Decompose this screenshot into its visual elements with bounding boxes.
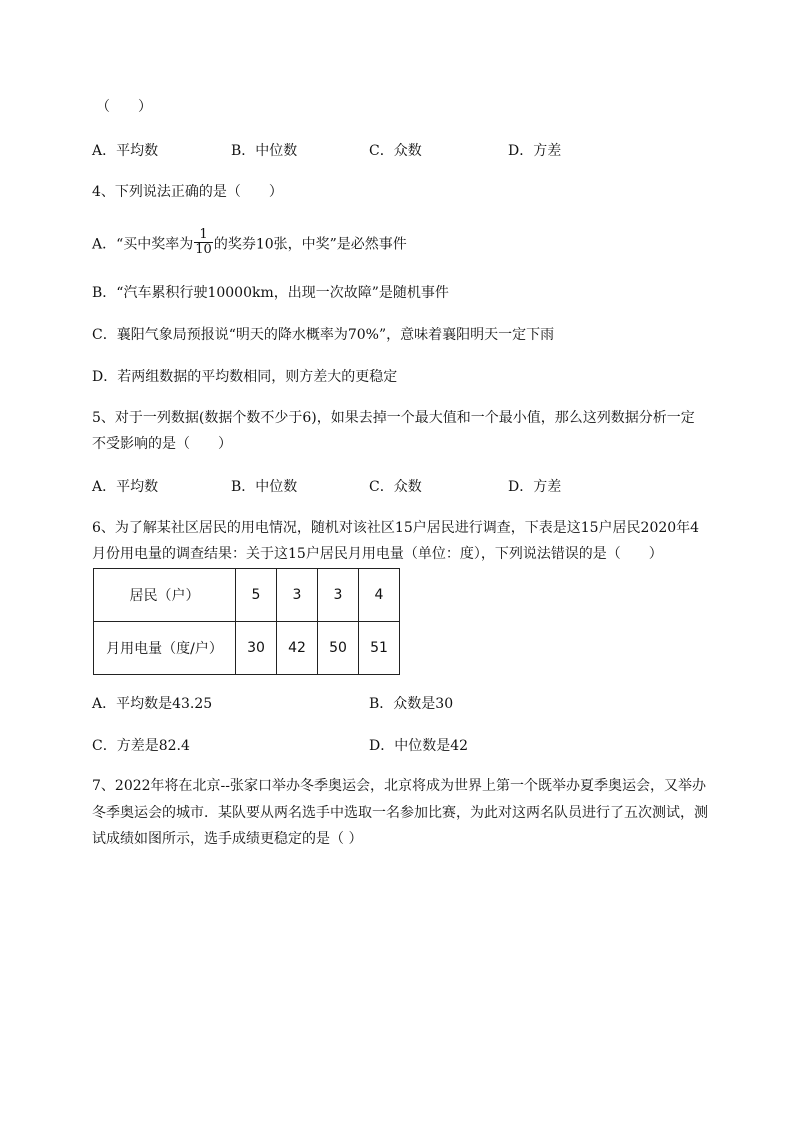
q6-stem-line2: 月份用电量的调查结果：关于这15户居民月用电量（单位：度），下列说法错误的是（ ） — [92, 546, 663, 562]
q3-option-a: A．平均数 — [92, 143, 159, 159]
q4-option-b: B．“汽车累积行驶10000km，出现一次故障”是随机事件 — [92, 285, 449, 301]
q5-option-c: C．众数 — [369, 479, 422, 495]
table-cell: 4 — [359, 569, 400, 622]
q7-stem-line2: 冬季奥运会的城市．某队要从两名选手中选取一名参加比赛，为此对这两名队员进行了五次测试，测 — [92, 805, 708, 821]
table-row-header: 居民（户） — [94, 569, 236, 622]
electricity-table — [93, 568, 400, 675]
q4-option-c: C．襄阳气象局预报说“明天的降水概率为70%”，意味着襄阳明天一定下雨 — [92, 327, 555, 343]
table-cell: 50 — [318, 622, 359, 675]
q6-option-c: C．方差是82.4 — [92, 738, 190, 754]
table-row-header: 月用电量（度/户） — [94, 622, 236, 675]
table-cell: 5 — [236, 569, 277, 622]
q4-option-d: D．若两组数据的平均数相同，则方差大的更稳定 — [92, 369, 398, 385]
table-cell: 30 — [236, 622, 277, 675]
q5-option-b: B．中位数 — [231, 479, 298, 495]
q6-option-a: A．平均数是43.25 — [92, 696, 213, 712]
fraction-denominator: 10 — [195, 242, 212, 257]
q6-option-b: B．众数是30 — [369, 696, 454, 712]
q7-stem-line1: 7、2022年将在北京--张家口举办冬季奥运会，北京将成为世界上第一个既举办夏季奥运会，又举办 — [92, 778, 706, 794]
q4-option-a — [92, 227, 407, 259]
q4-stem: 4、下列说法正确的是（ ） — [92, 184, 283, 200]
q3-option-d: D．方差 — [508, 143, 562, 159]
q5-stem-line1: 5、对于一列数据(数据个数不少于6)，如果去掉一个最大值和一个最小值，那么这列数据分析一定 — [92, 410, 695, 426]
table-cell: 3 — [277, 569, 318, 622]
table-cell: 42 — [277, 622, 318, 675]
q6-option-d: D．中位数是42 — [369, 738, 469, 754]
q5-option-d: D．方差 — [508, 479, 562, 495]
table-cell: 3 — [318, 569, 359, 622]
q5-option-a: A．平均数 — [92, 479, 159, 495]
q3-answer-bracket: （ ） — [96, 99, 152, 115]
q3-option-c: C．众数 — [369, 143, 422, 159]
q4-option-a-prefix: A．“买中奖率为 — [92, 236, 194, 253]
q4-option-a-suffix: 的奖券10张，中奖”是必然事件 — [213, 236, 407, 253]
q6-stem-line1: 6、为了解某社区居民的用电情况，随机对该社区15户居民进行调查，下表是这15户居民2020年4 — [92, 520, 700, 536]
table-row — [94, 622, 400, 675]
table-row — [94, 569, 400, 622]
q7-stem-line3: 试成绩如图所示，选手成绩更稳定的是（ ） — [92, 831, 363, 847]
fraction-numerator: 1 — [194, 228, 213, 243]
q3-option-b: B．中位数 — [231, 143, 298, 159]
table-cell: 51 — [359, 622, 400, 675]
q5-stem-line2: 不受影响的是（ ） — [92, 436, 232, 452]
fraction — [194, 228, 213, 257]
